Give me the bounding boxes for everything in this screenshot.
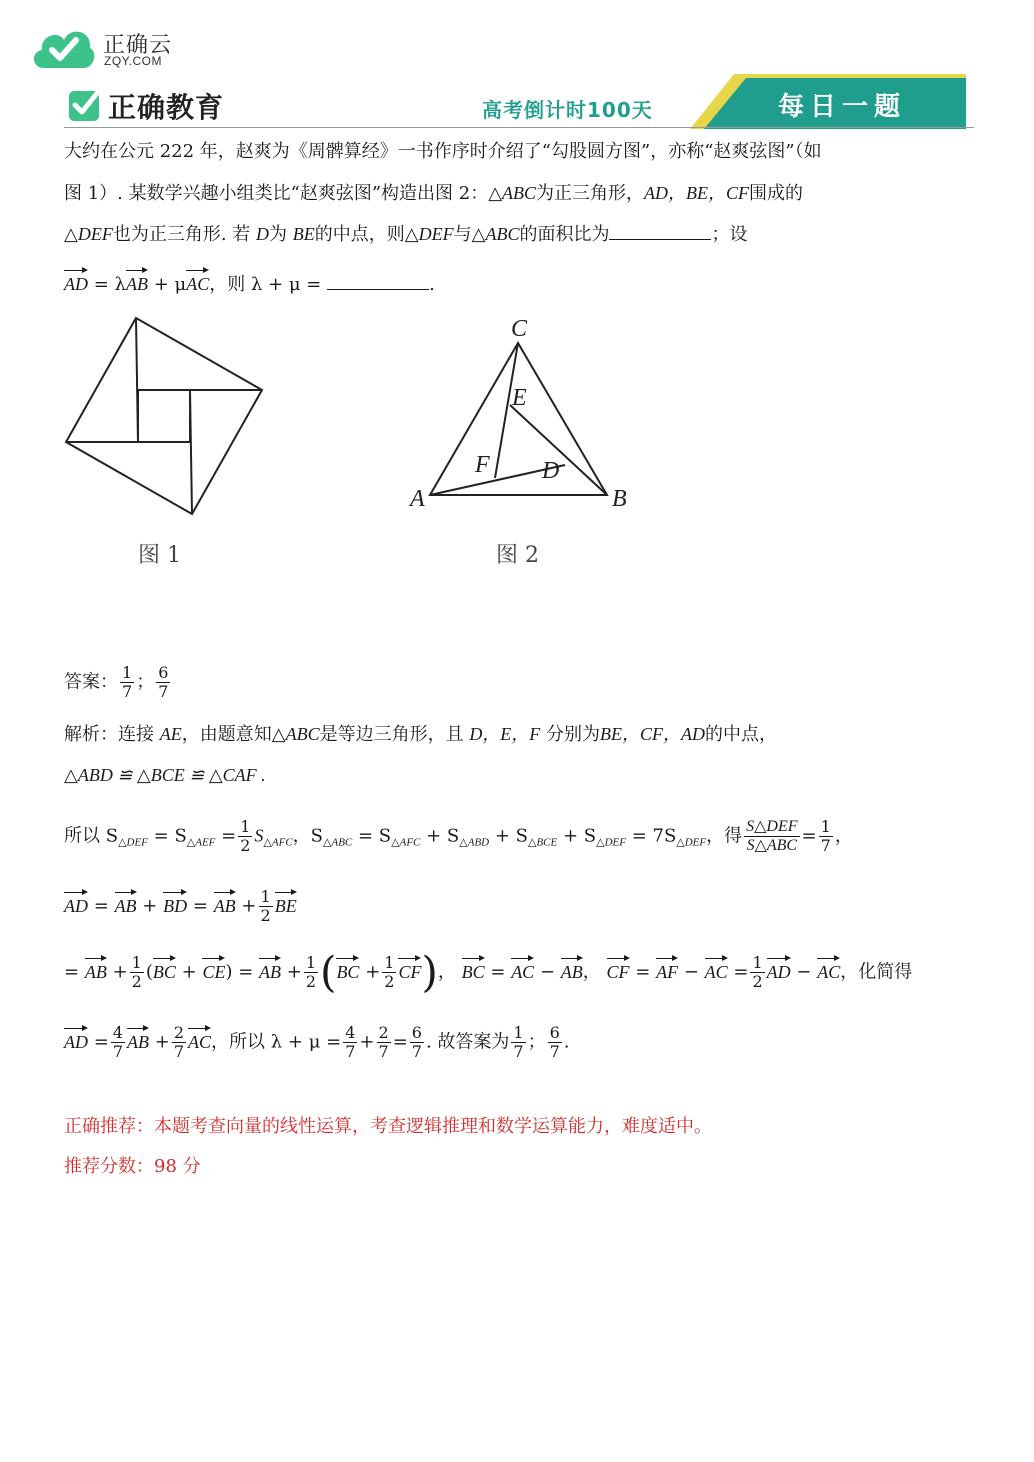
question-line-2: 图 1）. 某数学兴趣小组类比“赵爽弦图”构造出图 2：△ABC为正三角形，AD，BE，CF围成的 [64,183,804,204]
answer-blank-1[interactable] [609,223,711,240]
point-label-d: D [542,458,560,484]
brand-url: ZQY.COM [104,54,162,68]
point-label-b: B [612,486,627,512]
question-line-1: 大约在公元 222 年，赵爽为《周髀算经》一书作序时介绍了“勾股圆方图”，亦称“赵爽弦图”（如 [64,141,822,162]
cloud-logo-icon [30,22,96,70]
point-label-c: C [511,316,528,342]
point-label-a: A [410,486,425,512]
question-line-4: AD = λAB + μAC，则 λ + μ = . [64,270,435,297]
answer-line: 答案： $\frac{1}{7}$ ； $\frac{6}{7}$ [64,663,169,701]
check-logo-icon [68,88,102,122]
countdown-text: 高考倒计时100天 [482,98,653,122]
daily-title: 每日一题 [778,92,907,122]
outer-square [66,318,262,514]
analysis-line-3: 所以 $S_{\triangle DEF} = S_{\triangle AEF}$ = $\frac{1}{2}$ $S_{\triangle AFC}$，$S_{\triangle ABC} = S_{\triangle AFC} + S_{\triangle ABD} + S_{\triangle BCE} + S_{\triangle DEF} = 7S_{\triangle DEF}$，得 $\frac{\text{S△DEF}}{\text{S△ABC}}$ = $\frac{1}{7}$ ， [64,817,853,855]
recommend-text: 正确推荐：本题考查向量的线性运算，考查逻辑推理和数学运算能力，难度适中。 [64,1116,712,1137]
answer-blank-2[interactable] [327,273,429,290]
analysis-line-2: △ABD ≌ △BCE ≌ △CAF . [64,765,266,785]
figure-1-label: 图 1 [138,543,181,568]
figure-2-triangle [400,310,650,520]
point-label-f: F [475,452,490,478]
header-rule [64,127,974,128]
triangle-abc [430,343,607,495]
figure-2-label: 图 2 [496,543,539,568]
point-label-e: E [512,385,527,411]
inner-square [138,390,190,442]
recommend-score: 推荐分数：98 分 [64,1156,201,1177]
question-line-3: △DEF也为正三角形. 若 D为 BE的中点，则△DEF与△ABC的面积比为 ；设 [64,224,748,245]
figure-1-zhao-diagram [60,312,270,522]
edu-name: 正确教育 [108,91,225,124]
analysis-line-6: AD = $\frac{4}{7}$ AB + $\frac{2}{7}$ AC，所以 λ + μ = $\frac{4}{7}$ + $\frac{2}{7}$ = $\frac{6}{7}$ . 故答案为 $\frac{1}{7}$ ； $\frac{6}{7}$ . [64,1023,570,1061]
analysis-line-4: AD = AB + BD = AB + $\frac{1}{2}$ BE [64,887,297,925]
analysis-line-5: = AB + $\frac{1}{2}$ (BC + CE) = AB + $\frac{1}{2}$ (BC + $\frac{1}{2}$ CF)， BC = AC − AB， CF = AF − AC = $\frac{1}{2}$ AD − AC，化简得 [64,947,913,997]
brand-name: 正确云 [103,33,173,58]
analysis-line-1: 解析：连接 AE，由题意知△ABC是等边三角形，且 D，E，F 分别为BE，CF，AD的中点， [64,724,778,745]
